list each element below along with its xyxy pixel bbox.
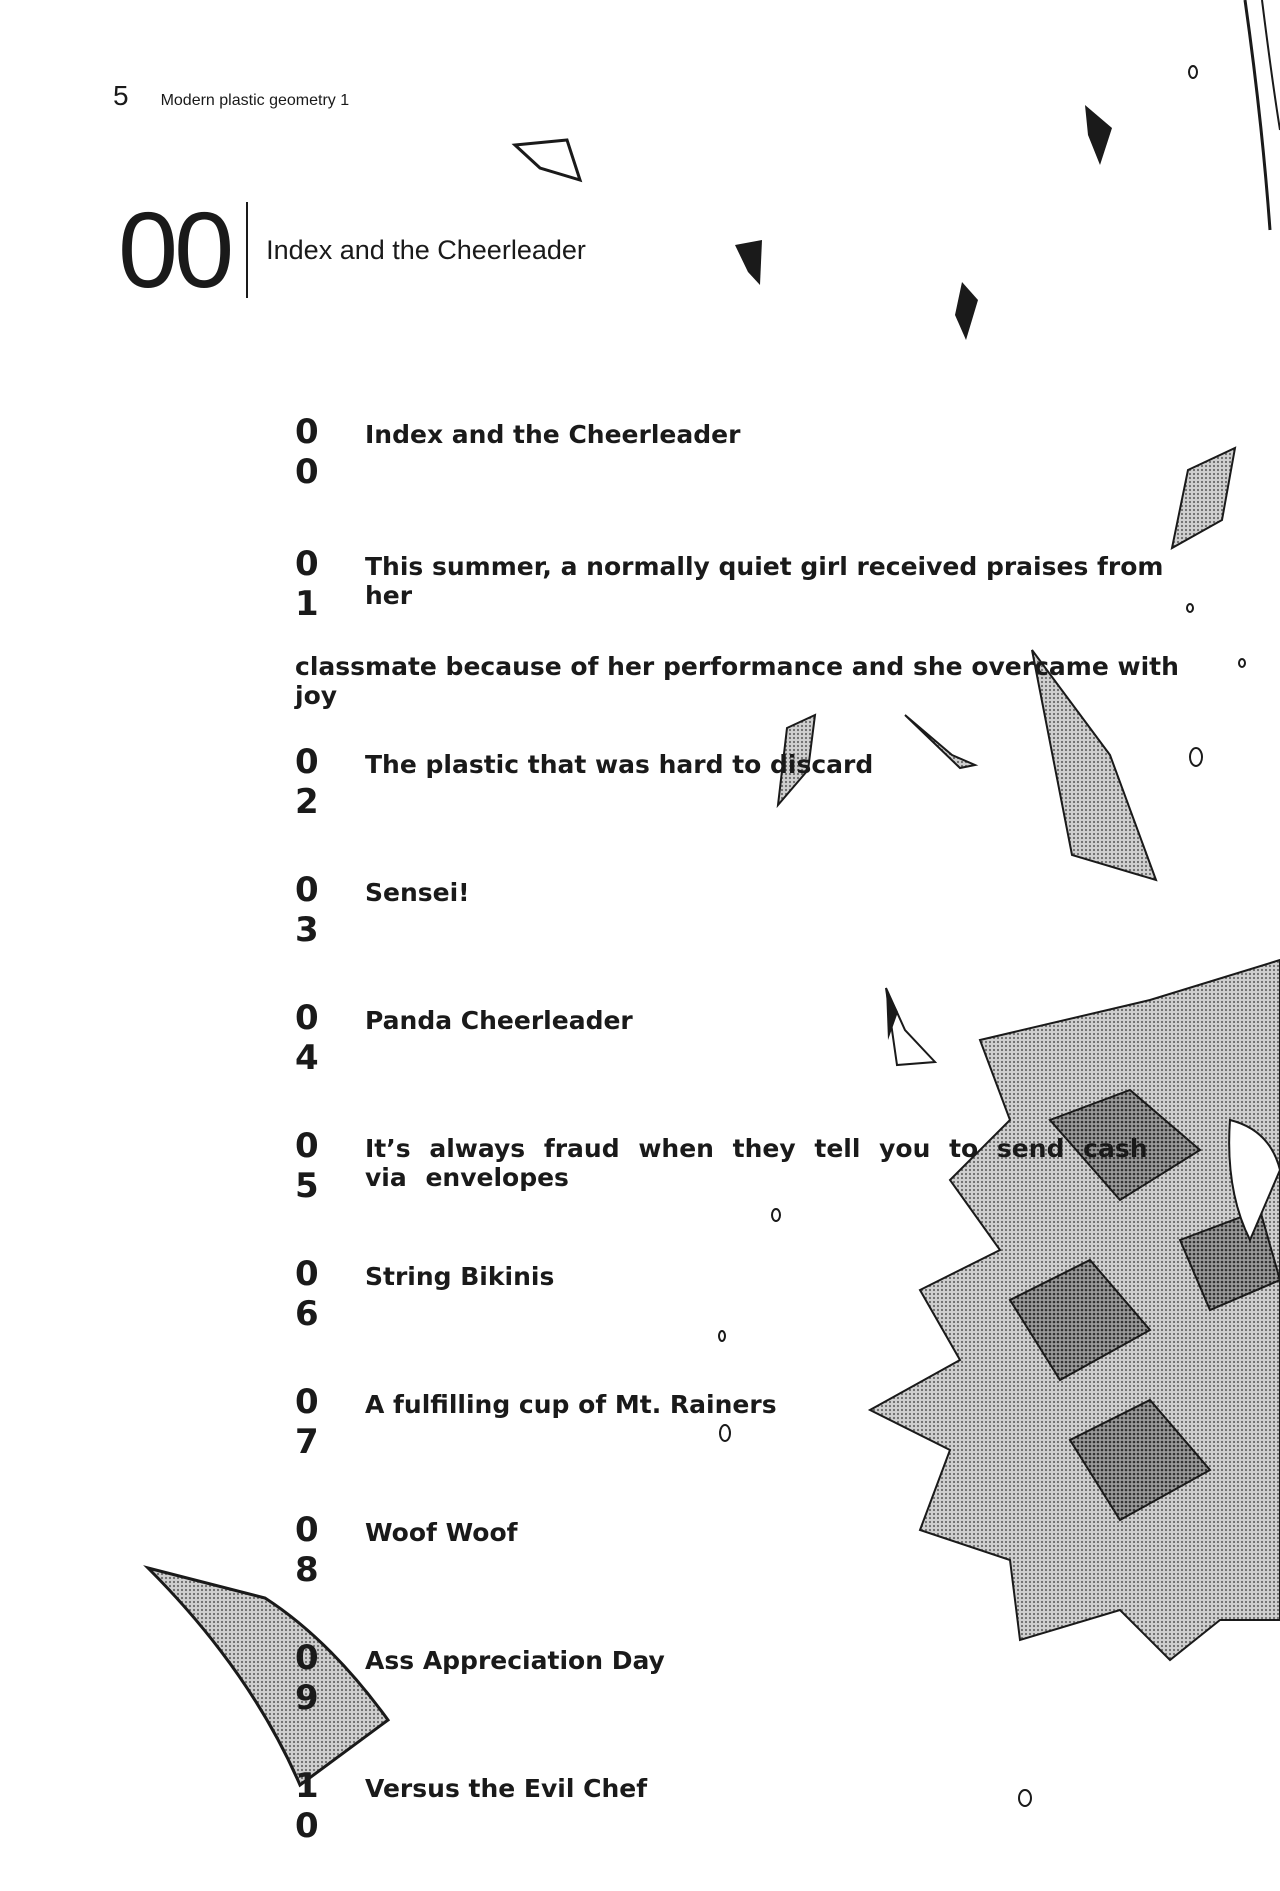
toc-item — [295, 998, 1190, 1078]
toc-title: Ass Appreciation Day — [365, 1646, 665, 1675]
shard — [955, 282, 978, 340]
toc-number: 0 8 — [295, 1510, 327, 1590]
toc-item — [295, 544, 1190, 624]
table-of-contents — [295, 412, 1190, 1846]
page-number: 5 — [113, 80, 129, 111]
shard — [515, 140, 580, 180]
running-title: Modern plastic geometry 1 — [160, 92, 350, 109]
shard — [1085, 105, 1112, 165]
toc-item — [295, 1254, 1190, 1334]
toc-title: This summer, a normally quiet girl received praises from her — [365, 552, 1164, 610]
toc-title: It’s always fraud when they tell you to send cash via envelopes — [365, 1134, 1148, 1192]
toc-item — [295, 1766, 1190, 1846]
chapter-title: Index and the Cheerleader — [266, 234, 586, 265]
chapter-number: 00 — [118, 189, 231, 310]
toc-item — [295, 1382, 1190, 1462]
shard — [735, 240, 762, 285]
toc-number: 0 6 — [295, 1254, 327, 1334]
toc-item — [295, 870, 1190, 950]
toc-title: Versus the Evil Chef — [365, 1774, 648, 1803]
divider — [246, 202, 248, 298]
toc-number: 0 2 — [295, 742, 327, 822]
toc-number: 0 0 — [295, 412, 327, 492]
toc-number: 1 0 — [295, 1766, 327, 1846]
toc-item — [295, 1126, 1190, 1206]
toc-title: Sensei! — [365, 878, 470, 907]
toc-number: 0 5 — [295, 1126, 327, 1206]
toc-item — [295, 1510, 1190, 1590]
toc-number: 0 7 — [295, 1382, 327, 1462]
chapter-heading — [118, 190, 586, 310]
toc-title: Index and the Cheerleader — [365, 420, 741, 449]
toc-title: A fulfilling cup of Mt. Rainers — [365, 1390, 777, 1419]
toc-title: Panda Cheerleader — [365, 1006, 633, 1035]
toc-number: 0 3 — [295, 870, 327, 950]
toc-title: String Bikinis — [365, 1262, 555, 1291]
toc-title-continuation: classmate because of her performance and she overcame with joy — [295, 652, 1179, 710]
toc-title: The plastic that was hard to discard — [365, 750, 874, 779]
toc-item — [295, 742, 1190, 822]
toc-number: 0 9 — [295, 1638, 327, 1718]
page-header — [113, 80, 349, 112]
toc-item — [295, 1638, 1190, 1718]
toc-number: 0 4 — [295, 998, 327, 1078]
toc-title: Woof Woof — [365, 1518, 518, 1547]
toc-number: 0 1 — [295, 544, 327, 624]
stroke-line — [1262, 0, 1280, 130]
toc-item — [295, 412, 1190, 492]
